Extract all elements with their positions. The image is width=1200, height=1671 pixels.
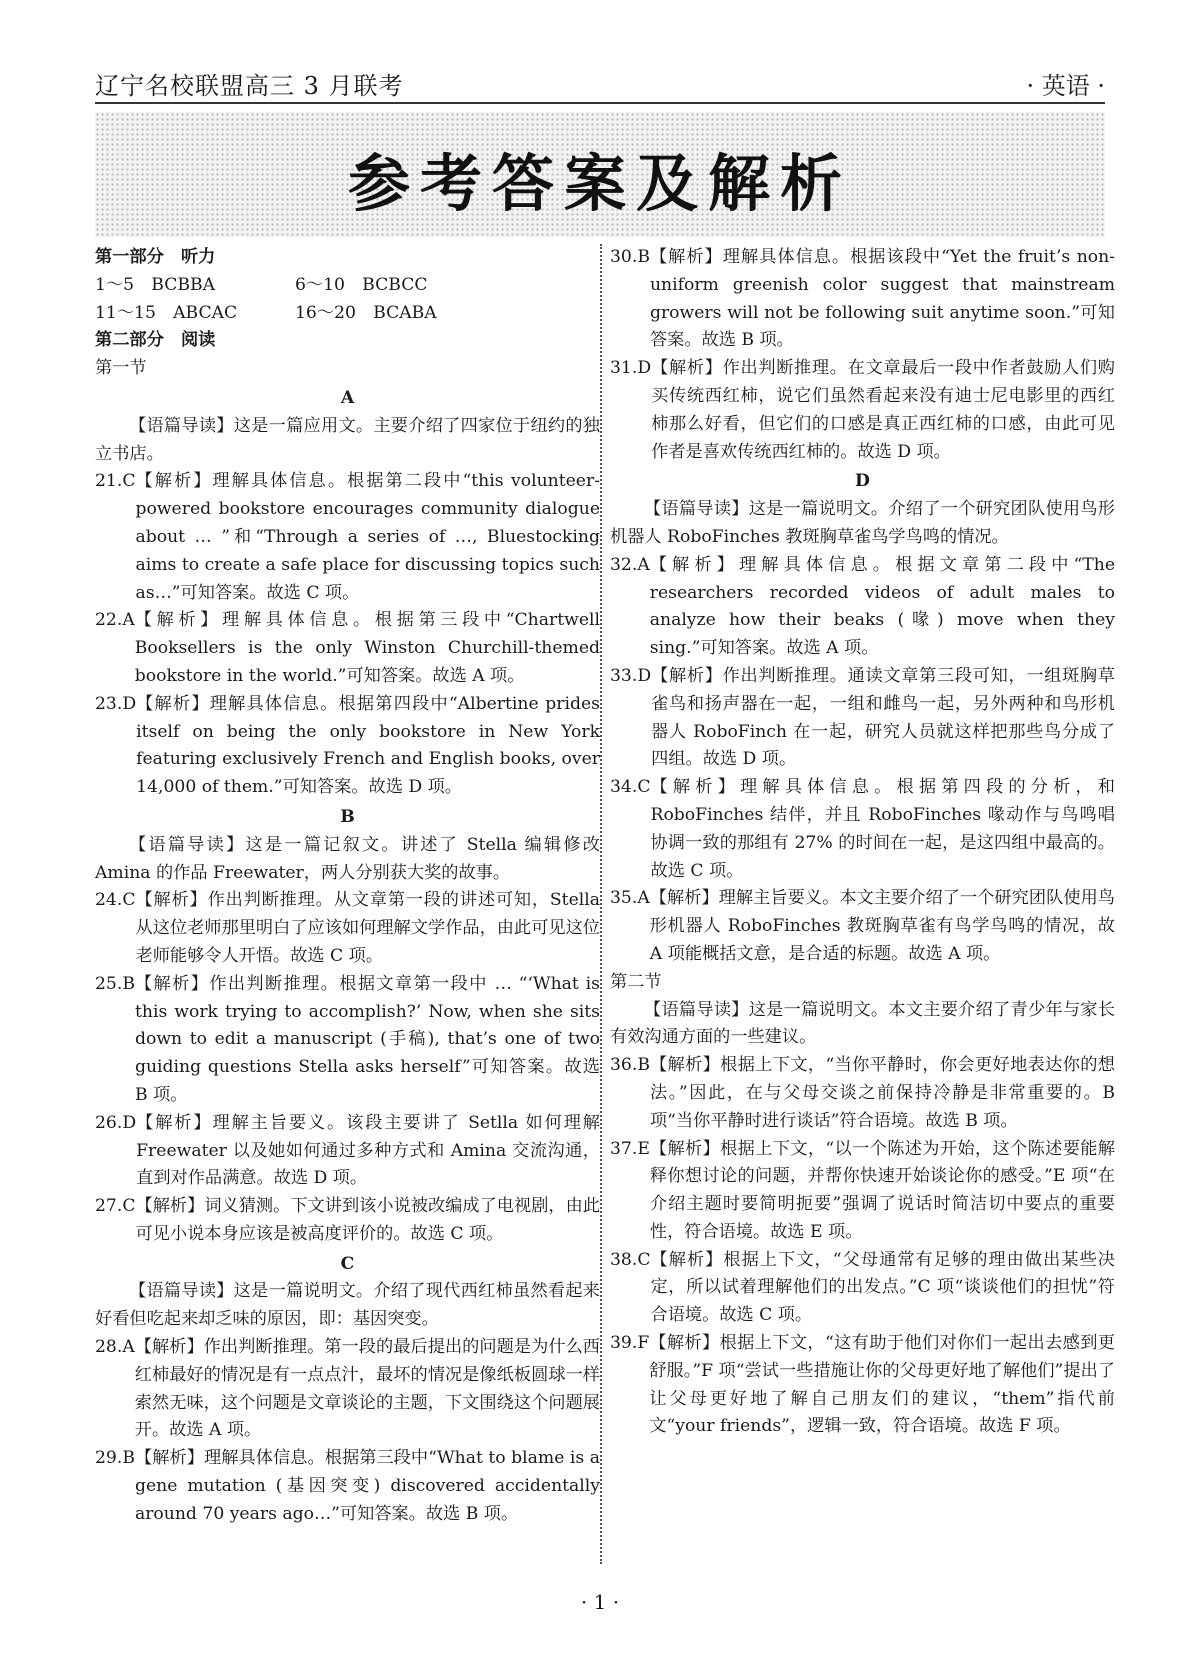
section2-title: 第二节: [610, 971, 662, 992]
answer-item: [610, 774, 1115, 885]
item-explanation: 【解析】作出判断推理。第一段的最后提出的问题是为什么西红柿最好的情况是有一点点汁，最坏的情况是像纸板圆球一样索然无味，这个问题是文章谈论的主题，下文围绕这个问题展开。故选 A 项。: [134, 1337, 600, 1441]
section1-title: 第一节: [95, 358, 147, 379]
item-explanation: 【解析】根据上下文，“父母通常有足够的理由做出某些决定，所以试着理解他们的出发点。”C 项“谈谈他们的担忧”符合语境。故选 C 项。: [650, 1249, 1115, 1326]
item-explanation: 【解析】理解具体信息。根据第三段中“Chartwell Booksellers is the only Winston Churchill-themed bookstore in the world.”可知答案。故选 A 项。: [134, 610, 600, 686]
part1-title: 第一部分 听力: [95, 247, 216, 267]
item-explanation: 【解析】作出判断推理。在文章最后一段中作者鼓励人们购买传统西红柿，说它们虽然看起来没有迪士尼电影里的西红柿那么好看，但它们的口感是真正西红柿的口感，由此可见作者是喜欢传统西红柿的。故选 D 项。: [651, 358, 1115, 462]
answer-group: 1～5 BCBBA: [95, 274, 216, 295]
item-number: 30.B: [610, 247, 650, 267]
passage-label-b: B: [340, 806, 355, 827]
item-number: 35.A: [610, 888, 650, 909]
answer-item: [610, 885, 1115, 968]
passage-label-a: A: [340, 387, 355, 408]
passage-intro-a: 【语篇导读】这是一篇应用文。主要介绍了四家位于纽约的独立书店。: [95, 415, 600, 464]
item-number: 22.A: [95, 610, 135, 631]
item-explanation: 【解析】理解具体信息。根据该段中“Yet the fruit’s non-uniform greenish color suggest that mainstream growers will not be following suit anytime soon.”可知答案。故选 B 项。: [649, 247, 1115, 351]
item-number: 33.D: [610, 665, 652, 686]
part2-title: 第二部分 阅读: [95, 330, 216, 351]
item-explanation: 【解析】理解具体信息。根据第三段中“What to blame is a gene mutation (基因突变) discovered accidentally around 70 years ago…”可知答案。故选 B 项。: [134, 1448, 600, 1524]
exam-title: 辽宁名校联盟高三 3 月联考: [95, 72, 404, 100]
left-column: [95, 244, 600, 1564]
item-number: 26.D: [95, 1112, 137, 1133]
title-banner: [95, 112, 1105, 237]
item-number: 37.E: [610, 1138, 650, 1159]
item-number: 36.B: [610, 1055, 650, 1076]
page-number: · 1 ·: [580, 1590, 620, 1614]
answer-item: [95, 607, 600, 690]
answer-item: [95, 1193, 600, 1249]
item-number: 28.A: [95, 1337, 135, 1358]
answer-group: 16～20 BCABA: [295, 302, 437, 323]
item-number: 27.C: [95, 1196, 136, 1217]
item-explanation: 【解析】理解具体信息。根据第四段中“Albertine prides itself on being the only bookstore in New York featuring exclusively French and English books, over 14,000 of them.”可知答案。故选 D 项。: [136, 693, 600, 798]
answer-row: [95, 272, 600, 300]
passage-intro-c: 【语篇导读】这是一篇说明文。介绍了现代西红柿虽然看起来好看但吃起来却乏味的原因，即：基因突变。: [95, 1281, 600, 1330]
item-number: 31.D: [610, 358, 652, 379]
answer-item: [610, 1247, 1115, 1330]
answer-group: 11～15 ABCAC: [95, 302, 238, 323]
passage-intro-d: 【语篇导读】这是一篇说明文。介绍了一个研究团队使用鸟形机器人 RoboFinches 教斑胸草雀鸟学鸟鸣的情况。: [610, 499, 1115, 547]
subject-label: · 英语 ·: [1026, 72, 1105, 100]
item-explanation: 【解析】词义猜测。下文讲到该小说被改编成了电视剧，由此可见小说本身应该是被高度评价的。故选 C 项。: [135, 1196, 600, 1244]
column-divider: [600, 244, 602, 1564]
answer-item: [95, 1445, 600, 1528]
item-explanation: 【解析】作出判断推理。根据文章第一段中 … “‘What is this work trying to accomplish?’ Now, when she sits down to edit a manuscript (手稿), that’s one of two guiding questions Stella asks herself”可知答案。故选 B 项。: [134, 973, 600, 1105]
answer-item: [610, 552, 1115, 663]
item-explanation: 【解析】作出判断推理。从文章第一段的讲述可知，Stella 从这位老师那里明白了应该如何理解文学作品，由此可见这位老师能够令人开悟。故选 C 项。: [135, 890, 600, 966]
item-number: 23.D: [95, 693, 137, 714]
answer-item: [610, 1136, 1115, 1247]
right-column: [610, 244, 1115, 1564]
item-number: 29.B: [95, 1448, 135, 1469]
item-number: 24.C: [95, 890, 136, 911]
answer-item: [95, 971, 600, 1110]
answer-item: [95, 691, 600, 802]
item-explanation: 【解析】理解主旨要义。该段主要讲了 Setlla 如何理解 Freewater 以及她如何通过多种方式和 Amina 交流沟通，直到对作品满意。故选 D 项。: [136, 1112, 600, 1189]
item-explanation: 【解析】理解具体信息。根据第二段中“this volunteer-powered bookstore encourages community dialogue about … ”和“Through a series of …, Bluestocking aims to create a safe place for discussing topics such as…”可知答案。故选 C 项。: [135, 471, 600, 603]
answer-item: [610, 355, 1115, 466]
answer-item: [95, 1110, 600, 1193]
item-number: 25.B: [95, 973, 135, 994]
item-explanation: 【解析】理解具体信息。根据文章第二段中“The researchers recorded videos of adult males to analyze how their beaks (喙) move when they sing.”可知答案。故选 A 项。: [649, 554, 1115, 659]
answer-item: [95, 468, 600, 607]
item-explanation: 【解析】理解主旨要义。本文主要介绍了一个研究团队使用鸟形机器人 RoboFinches 教斑胸草雀有鸟学鸟鸣的情况，故 A 项能概括文意，是合适的标题。故选 A 项。: [649, 888, 1115, 964]
item-explanation: 【解析】根据上下文，“当你平静时，你会更好地表达你的想法。”因此，在与父母交谈之前保持冷静是非常重要的。B 项“当你平静时进行谈话”符合语境。故选 B 项。: [649, 1055, 1115, 1131]
item-number: 38.C: [610, 1249, 651, 1270]
answer-item: [610, 663, 1115, 774]
item-number: 32.A: [610, 554, 650, 575]
item-explanation: 【解析】作出判断推理。通读文章第三段可知，一组斑胸草雀鸟和扬声器在一起，一组和雌鸟一起，另外两种和鸟形机器人 RoboFinch 在一起，研究人员就这样把那些鸟分成了四组。故选 D 项。: [651, 665, 1115, 770]
answer-item: [610, 1052, 1115, 1135]
section2-intro: 【语篇导读】这是一篇说明文。本文主要介绍了青少年与家长有效沟通方面的一些建议。: [610, 999, 1115, 1048]
passage-intro-b: 【语篇导读】这是一篇记叙文。讲述了 Stella 编辑修改 Amina 的作品 Freewater，两人分别获大奖的故事。: [95, 834, 600, 883]
item-number: 39.F: [610, 1333, 650, 1354]
answer-item: [95, 887, 600, 970]
answer-item: [610, 1330, 1115, 1441]
passage-label-c: C: [340, 1253, 355, 1274]
passage-label-d: D: [855, 471, 870, 492]
answer-item: [610, 244, 1115, 355]
answer-item: [95, 1334, 600, 1445]
item-explanation: 【解析】根据上下文，“这有助于他们对你们一起出去感到更舒服。”F 项“尝试一些措施让你的父母更好地了解他们”提出了让父母更好地了解自己朋友们的建议，“them”指代前文“your friends”，逻辑一致，符合语境。故选 F 项。: [649, 1333, 1115, 1437]
item-explanation: 【解析】理解具体信息。根据第四段的分析，和 RoboFinches 结伴，并且 RoboFinches 喙动作与鸟鸣唱协调一致的那组有 27% 的时间在一起，是这四组中最高的。故选 C 项。: [650, 777, 1115, 881]
item-number: 21.C: [95, 471, 136, 492]
item-number: 34.C: [610, 777, 651, 798]
answer-row: [95, 300, 600, 328]
page-title: 参考答案及解析: [347, 147, 852, 220]
page-header: [95, 62, 1105, 104]
answer-group: 6～10 BCBCC: [295, 274, 428, 295]
item-explanation: 【解析】根据上下文，“以一个陈述为开始，这个陈述要能解释你想讨论的问题，并帮你快速开始谈论你的感受。”E 项“在介绍主题时要简明扼要”强调了说话时简洁切中要点的重要性，符合语境。故选 E 项。: [649, 1138, 1115, 1242]
